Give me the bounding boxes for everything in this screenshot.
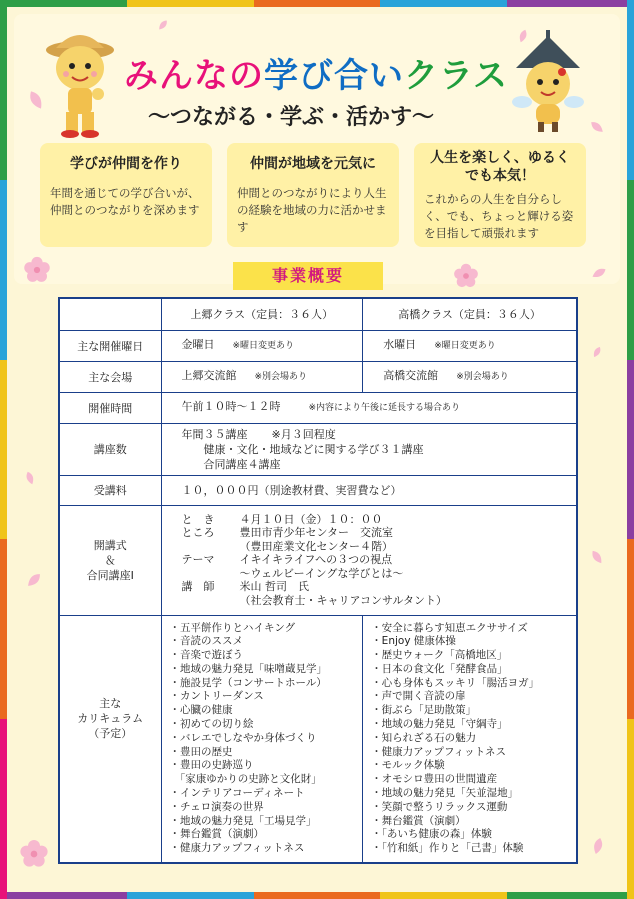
fee-value: １０，０００円（別途教材費、実習費など） — [161, 475, 577, 505]
table-row — [59, 330, 577, 361]
section-title: 事業概要 — [233, 262, 383, 290]
sakura-petal-icon — [588, 836, 608, 856]
sakura-petal-icon — [588, 118, 606, 136]
curriculum-item: ・五平餅作りとハイキング — [169, 621, 296, 634]
curriculum-item: ・地域の魅力発見「守綱寺」 — [371, 718, 508, 731]
title-part-2: 学び合い — [264, 56, 404, 96]
row-label: 開講式 ＆ 合同講座Ⅰ — [59, 505, 161, 615]
curriculum-item: ・地域の魅力発見「工場見学」 — [169, 814, 317, 827]
curriculum-item: ・音楽で遊ぼう — [169, 649, 243, 662]
feature-card-body: これからの人生を自分らしく、でも、ちょっと輝ける姿を目指して頑張れます — [424, 192, 574, 240]
row-label: 受講料 — [59, 475, 161, 505]
curriculum-item: ・施設見学（コンサートホール） — [169, 676, 327, 689]
sakura-flower-icon — [452, 262, 480, 290]
curriculum-item: ・初めての切り絵 — [169, 718, 254, 731]
mascot-character-left — [40, 22, 120, 140]
curriculum-item: ・「あいち健康の森」体験 — [371, 828, 492, 841]
curriculum-item: ・健康力アップフィットネス — [169, 842, 305, 855]
sakura-flower-icon — [22, 255, 52, 285]
sakura-petal-icon — [590, 264, 608, 282]
curriculum-item: ・笑顔で整うリラックス運動 — [371, 800, 508, 813]
row-label: 講座数 — [59, 423, 161, 475]
row-label: 開催時間 — [59, 392, 161, 423]
curriculum-item: ・舞台鑑賞（演劇） — [169, 828, 264, 841]
curriculum-item: ・カントリーダンス — [169, 690, 264, 703]
curriculum-item: ・心も身体もスッキリ「腸活ヨガ」 — [371, 676, 540, 689]
page-subtitle: ～つながる・学ぶ・活かす～ — [148, 105, 435, 130]
empty-header-cell — [59, 298, 161, 330]
table-row — [59, 475, 577, 505]
kamigo-day: 金曜日 ※曜日変更あり — [161, 330, 363, 361]
curriculum-item: ・心臓の健康 — [169, 704, 233, 717]
opening-details: と き ４月１０日（金）１０：００ ところ 豊田市青少年センター 交流室 （豊田産業文化センター４階） テーマ イキイキライフへの３つの視点 ～ウェルビーイングな学びとは～ 講 師 米山 哲司 氏 （社会教育士・キャリアコンサルタント） — [161, 505, 577, 615]
table-header-row — [59, 298, 577, 330]
curriculum-item: ・モルック体験 — [371, 759, 445, 772]
curriculum-list-kamigo — [161, 615, 363, 863]
curriculum-item: ・「竹和紙」作りと「己書」体験 — [371, 842, 524, 855]
title-part-1: みんなの — [124, 56, 264, 96]
curriculum-item: ・知られざる石の魅力 — [371, 731, 477, 744]
feature-card-heading: 人生を楽しく、ゆるく でも本気！ — [430, 150, 570, 184]
takahashi-header: 高橋クラス（定員：３６人） — [363, 298, 577, 330]
feature-card-1 — [40, 143, 212, 247]
mascot-character-right — [510, 28, 586, 136]
feature-card-body: 仲間とのつながりにより人生の経験を地域の力に活かせます — [237, 186, 387, 234]
curriculum-item: ・チェロ演奏の世界 — [169, 800, 264, 813]
curriculum-item: ・地域の魅力発見「味噌蔵見学」 — [169, 662, 327, 675]
curriculum-item: ・インテリアコーディネート — [169, 787, 305, 800]
curriculum-item: ・安全に暮らす知恵エクササイズ — [371, 621, 528, 634]
frame-right — [627, 0, 634, 899]
row-label: 主な開催曜日 — [59, 330, 161, 361]
curriculum-item: ・歴史ウォーク「高橋地区」 — [371, 649, 508, 662]
feature-card-2 — [227, 143, 399, 247]
curriculum-list-takahashi — [363, 615, 577, 863]
row-label: 主な カリキュラム （予定） — [59, 615, 161, 863]
kamigo-header: 上郷クラス（定員：３６人） — [161, 298, 363, 330]
sakura-petal-icon — [588, 548, 606, 566]
takahashi-day: 水曜日 ※曜日変更あり — [363, 330, 577, 361]
sakura-petal-icon — [24, 570, 44, 590]
curriculum-item: ・街ぶら「足助散策」 — [371, 704, 477, 717]
time-value: 午前１０時～１２時 ※内容により午後に延長する場合あり — [161, 392, 577, 423]
table-row — [59, 505, 577, 615]
overview-table — [58, 297, 578, 864]
curriculum-item: ・バレエでしなやか身体づくり — [169, 731, 317, 744]
page-title — [124, 48, 508, 97]
row-label: 主な会場 — [59, 361, 161, 392]
lectures-value: 年間３５講座 ※月３回程度 健康・文化・地域などに関する学び３１講座 合同講座４講座 — [161, 423, 577, 475]
kamigo-venue: 上郷交流館 ※別会場あり — [161, 361, 363, 392]
curriculum-item: ・地域の魅力発見「矢並湿地」 — [371, 787, 519, 800]
table-row — [59, 361, 577, 392]
takahashi-venue: 高橋交流館 ※別会場あり — [363, 361, 577, 392]
curriculum-item: ・Enjoy 健康体操 — [371, 635, 456, 648]
curriculum-item: ・舞台鑑賞（演劇） — [371, 814, 466, 827]
curriculum-item: ・日本の食文化「発酵食品」 — [371, 662, 508, 675]
sakura-petal-icon — [156, 18, 170, 32]
frame-left — [0, 0, 7, 899]
curriculum-row — [59, 615, 577, 863]
feature-card-3 — [414, 143, 586, 247]
sakura-petal-icon — [22, 470, 38, 486]
sakura-petal-icon — [590, 345, 604, 359]
curriculum-item: ・オモシロ豊田の世間遺産 — [371, 773, 498, 786]
curriculum-item: ・声で開く音読の扉 — [371, 690, 466, 703]
feature-card-heading: 仲間が地域を元気に — [250, 156, 376, 172]
sakura-flower-icon — [18, 838, 50, 870]
title-part-3: クラス — [404, 56, 508, 96]
feature-card-body: 年間を通じての学び合いが、仲間とのつながりを深めます — [50, 186, 200, 217]
table-row — [59, 423, 577, 475]
curriculum-item: ・健康力アップフィットネス — [371, 745, 507, 758]
frame-top — [0, 0, 634, 7]
curriculum-item: ・豊田の歴史 — [169, 745, 233, 758]
curriculum-item: ・音読のススメ — [169, 635, 243, 648]
curriculum-item: 「家康ゆかりの史跡と文化財」 — [169, 773, 322, 786]
frame-bottom — [0, 892, 634, 899]
table-row — [59, 392, 577, 423]
curriculum-item: ・豊田の史跡巡り — [169, 759, 254, 772]
feature-card-heading: 学びが仲間を作り — [70, 156, 182, 172]
